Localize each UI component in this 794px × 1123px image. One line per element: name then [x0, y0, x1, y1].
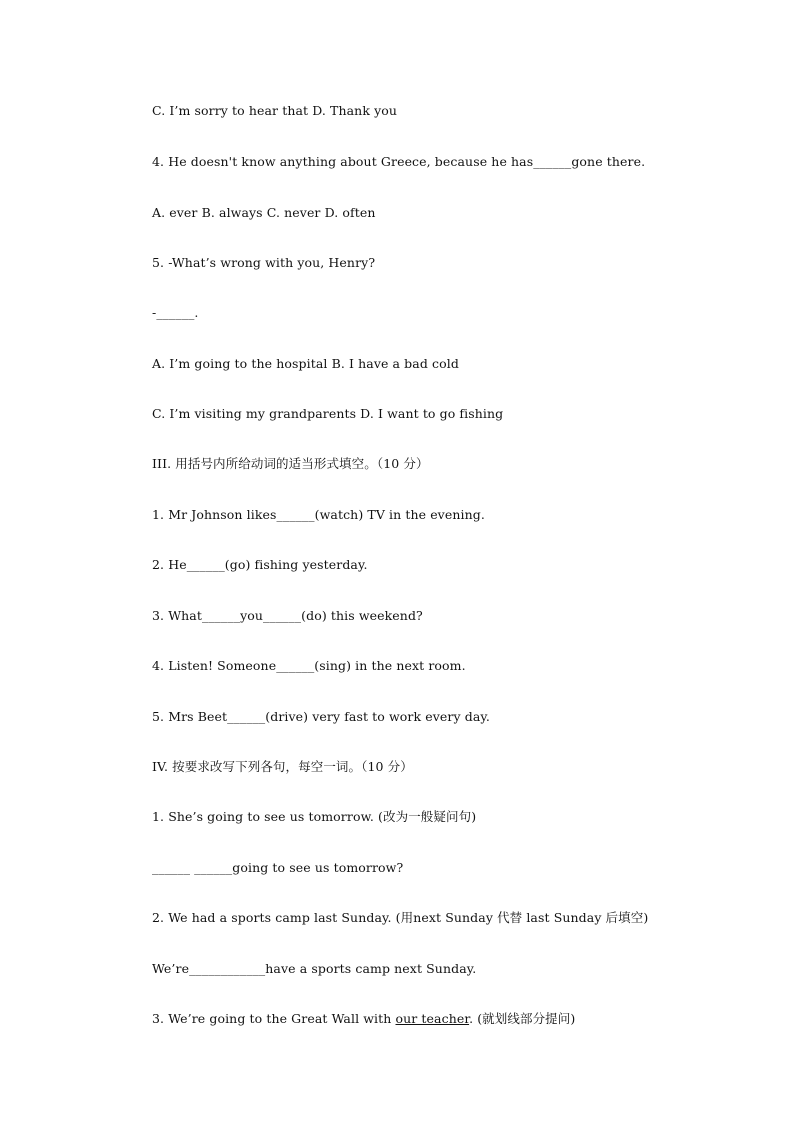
answer-options-c-d: C. I’m sorry to hear that D. Thank you [152, 103, 398, 118]
question-5-blank: -______. [152, 305, 199, 320]
question-4: 4. He doesn't know anything about Greece, because he has______gone there. [152, 154, 646, 169]
section-heading-iv: IV. 按要求改写下列各句，每空一词。（10 分） [152, 759, 413, 774]
section-iii-item-4: 4. Listen! Someone______(sing) in the next room. [152, 658, 466, 673]
question-5: 5. -What’s wrong with you, Henry? [152, 255, 376, 270]
section-iii-item-3: 3. What______you______(do) this weekend? [152, 608, 423, 623]
section-iii-item-1: 1. Mr Johnson likes______(watch) TV in the evening. [152, 507, 485, 522]
section-iii-item-5: 5. Mrs Beet______(drive) very fast to work every day. [152, 709, 490, 724]
answer-options-a-d: A. ever B. always C. never D. often [152, 205, 376, 220]
answer-options-a-b: A. I’m going to the hospital B. I have a bad cold [152, 356, 459, 371]
underlined-phrase: our teacher [395, 1011, 470, 1026]
item-3-text-before: 3. We’re going to the Great Wall with [152, 1011, 396, 1026]
section-iii-item-2: 2. He______(go) fishing yesterday. [152, 557, 368, 572]
section-iv-item-2: 2. We had a sports camp last Sunday. (用next Sunday 代替 last Sunday 后填空) [152, 910, 649, 925]
answer-options-c-d-2: C. I’m visiting my grandparents D. I want to go fishing [152, 406, 504, 421]
section-iv-item-2-answer: We’re____________have a sports camp next Sunday. [152, 961, 477, 976]
section-iv-item-3 [152, 1010, 772, 1028]
item-3-text-after: . (就划线部分提问) [469, 1011, 576, 1026]
section-heading-iii: III. 用括号内所给动词的适当形式填空。（10 分） [152, 456, 429, 471]
section-iv-item-1-answer: ______ ______going to see us tomorrow? [152, 860, 404, 875]
section-iv-item-1: 1. She’s going to see us tomorrow. (改为一般疑问句) [152, 809, 477, 824]
